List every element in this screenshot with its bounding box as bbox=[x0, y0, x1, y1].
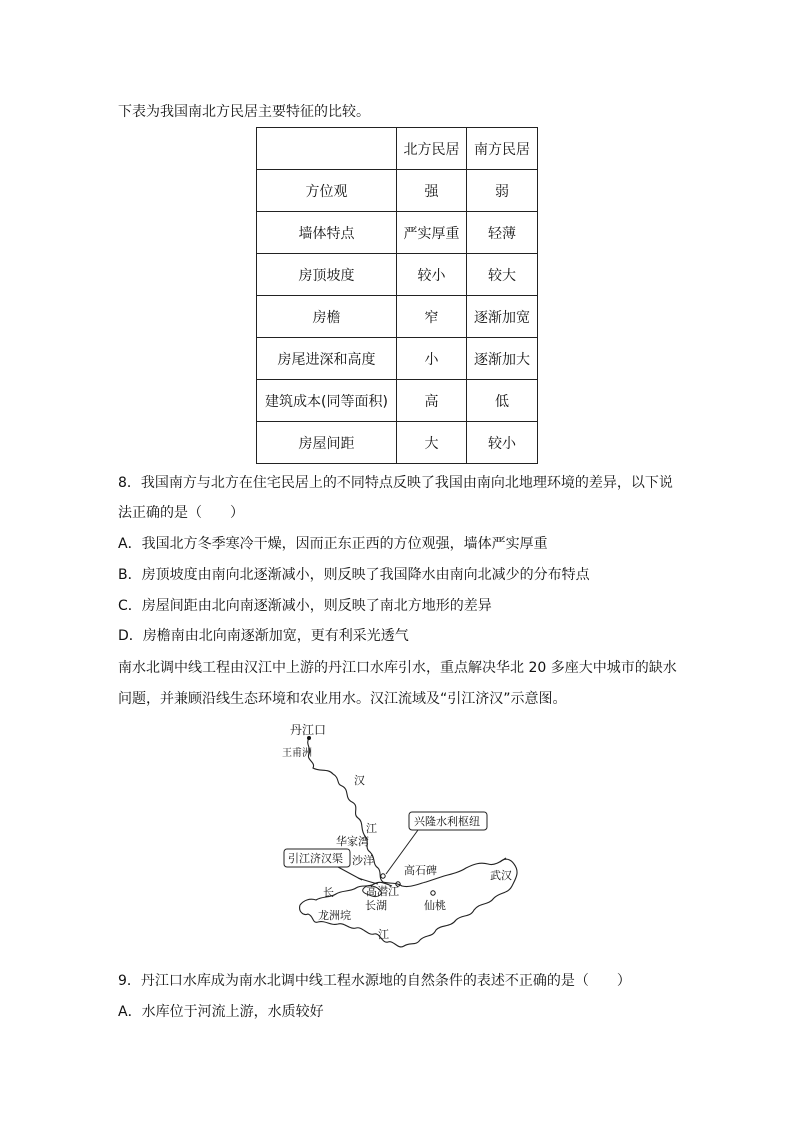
table-cell: 建筑成本(同等面积) bbox=[257, 380, 397, 422]
map-label-xiantao: 仙桃 bbox=[424, 899, 446, 912]
question-8-option-a: A．我国北方冬季寒冷干燥，因而正东正西的方位观强，墙体严实厚重 bbox=[118, 536, 548, 552]
table-row bbox=[257, 422, 538, 464]
map-label-yinjiang: 引江济汉渠 bbox=[288, 852, 343, 865]
table-cell: 弱 bbox=[467, 170, 538, 212]
table-row bbox=[257, 380, 538, 422]
question-8-option-d: D．房檐南由北向南逐渐加宽，更有利采光透气 bbox=[118, 628, 409, 644]
map-label-han: 汉 bbox=[354, 774, 365, 787]
map-label-huajiawan: 华家湾 bbox=[336, 835, 369, 848]
table-row bbox=[257, 338, 538, 380]
table-header-cell bbox=[257, 128, 397, 170]
passage-line-1: 南水北调中线工程由汉江中上游的丹江口水库引水，重点解决华北 20 多座大中城市的缺水 bbox=[118, 660, 677, 676]
table-cell: 逐渐加宽 bbox=[467, 296, 538, 338]
map-label-wangfuzhou: 王甫洲 bbox=[282, 748, 312, 759]
table-cell: 窄 bbox=[397, 296, 467, 338]
table-cell: 房顶坡度 bbox=[257, 254, 397, 296]
table-cell: 较小 bbox=[397, 254, 467, 296]
question-8-stem: 8．我国南方与北方在住宅民居上的不同特点反映了我国由南向北地理环境的差异，以下说 bbox=[118, 475, 673, 491]
question-8-option-c: C．房屋间距由北向南逐渐减小，则反映了南北方地形的差异 bbox=[118, 598, 492, 614]
map-label-chang: 长 bbox=[323, 886, 334, 899]
question-9-stem: 9．丹江口水库成为南水北调中线工程水源地的自然条件的表述不正确的是（ ） bbox=[118, 973, 631, 989]
table-header-cell: 南方民居 bbox=[467, 128, 538, 170]
question-8-stem-continued: 法正确的是（ ） bbox=[118, 505, 244, 521]
map-label-jiang1: 江 bbox=[366, 822, 377, 835]
map-label-jiang2: 江 bbox=[378, 928, 389, 941]
table-header-row bbox=[257, 128, 538, 170]
table-cell: 严实厚重 bbox=[397, 212, 467, 254]
table-cell: 高 bbox=[397, 380, 467, 422]
xiantao-dot bbox=[431, 891, 435, 895]
table-cell: 小 bbox=[397, 338, 467, 380]
table-cell: 低 bbox=[467, 380, 538, 422]
map-label-xinglong: 兴隆水利枢纽 bbox=[414, 815, 480, 828]
map-label-longzhouyuan: 龙洲垸 bbox=[318, 909, 351, 922]
yinjiang-pointer bbox=[338, 867, 362, 880]
table-cell: 逐渐加大 bbox=[467, 338, 538, 380]
map-label-danjiangkou: 丹江口 bbox=[290, 723, 327, 737]
table-row bbox=[257, 296, 538, 338]
map-label-gaoqianjiang: 高潜江 bbox=[366, 885, 399, 898]
table-cell: 强 bbox=[397, 170, 467, 212]
passage-line-2: 问题，并兼顾沿线生态环境和农业用水。汉江流域及“引江济汉”示意图。 bbox=[118, 691, 567, 707]
table-cell: 方位观 bbox=[257, 170, 397, 212]
table-header-cell: 北方民居 bbox=[397, 128, 467, 170]
table-cell: 较大 bbox=[467, 254, 538, 296]
map-label-changhu: 长湖 bbox=[365, 899, 387, 912]
table-cell: 大 bbox=[397, 422, 467, 464]
table-row bbox=[257, 170, 538, 212]
table-row bbox=[257, 212, 538, 254]
table-cell: 房檐 bbox=[257, 296, 397, 338]
table-cell: 较小 bbox=[467, 422, 538, 464]
table-cell: 房尾进深和高度 bbox=[257, 338, 397, 380]
map-label-shayang: 沙洋 bbox=[352, 854, 374, 867]
table-row bbox=[257, 254, 538, 296]
han-river-map bbox=[270, 718, 530, 958]
table-cell: 房屋间距 bbox=[257, 422, 397, 464]
table-cell: 墙体特点 bbox=[257, 212, 397, 254]
table-cell: 轻薄 bbox=[467, 212, 538, 254]
question-8-option-b: B．房顶坡度由南向北逐渐减小，则反映了我国降水由南向北减少的分布特点 bbox=[118, 567, 590, 583]
comparison-table bbox=[256, 127, 538, 464]
map-label-wuhan: 武汉 bbox=[490, 869, 512, 882]
shayang-dot bbox=[381, 874, 385, 878]
question-9-option-a: A．水库位于河流上游，水质较好 bbox=[118, 1004, 324, 1020]
intro-text: 下表为我国南北方民居主要特征的比较。 bbox=[118, 104, 370, 120]
map-label-gaoshibei: 高石碑 bbox=[404, 864, 437, 877]
